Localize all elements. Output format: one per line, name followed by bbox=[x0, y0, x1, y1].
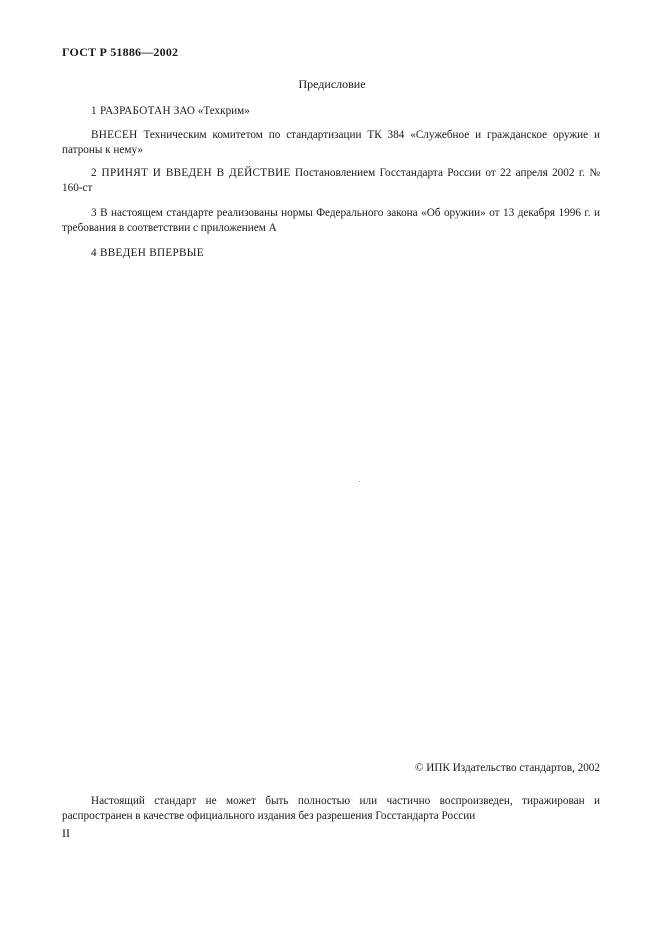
scan-speck bbox=[359, 481, 360, 482]
document-code: ГОСТ Р 51886—2002 bbox=[62, 45, 179, 59]
reproduction-notice: Настоящий стандарт не может быть полностью или частично воспроизведен, тиражирован и распространен в качестве официального издания без разрешения Госстандарта России bbox=[62, 795, 600, 822]
page-number: II bbox=[62, 826, 70, 840]
paragraph-adopted bbox=[62, 166, 600, 196]
paragraph-lead: 3 bbox=[91, 207, 97, 219]
paragraph-developed-by bbox=[62, 104, 600, 119]
copyright-notice: © ИПК Издательство стандартов, 2002 bbox=[414, 762, 600, 774]
paragraph-text: В настоящем стандарте реализованы нормы Федерального закона «Об оружии» от 13 декабря 1996 г. и требования в соответствии с приложением А bbox=[62, 207, 600, 234]
section-title: Предисловие bbox=[298, 77, 366, 91]
paragraph-text: Техническим комитетом по стандартизации ТК 384 «Служебное и гражданское оружие и патроны к нему» bbox=[62, 129, 600, 156]
paragraph-text: Постановлением Госстандарта России от 22 апреля 2002 г. № 160-ст bbox=[62, 167, 600, 194]
paragraph-first-introduced bbox=[62, 246, 600, 261]
paragraph-lead: ВНЕСЕН bbox=[91, 129, 138, 141]
paragraph-lead: 4 ВВЕДЕН ВПЕРВЫЕ bbox=[91, 247, 204, 259]
paragraph-text: ЗАО «Техкрим» bbox=[170, 105, 250, 117]
paragraph-federal-law bbox=[62, 206, 600, 236]
paragraph-lead: 1 РАЗРАБОТАН bbox=[91, 105, 171, 117]
paragraph-lead: 2 ПРИНЯТ И ВВЕДЕН В ДЕЙСТВИЕ bbox=[91, 167, 291, 179]
section-heading bbox=[0, 77, 661, 92]
paragraph-introduced-by bbox=[62, 128, 600, 158]
